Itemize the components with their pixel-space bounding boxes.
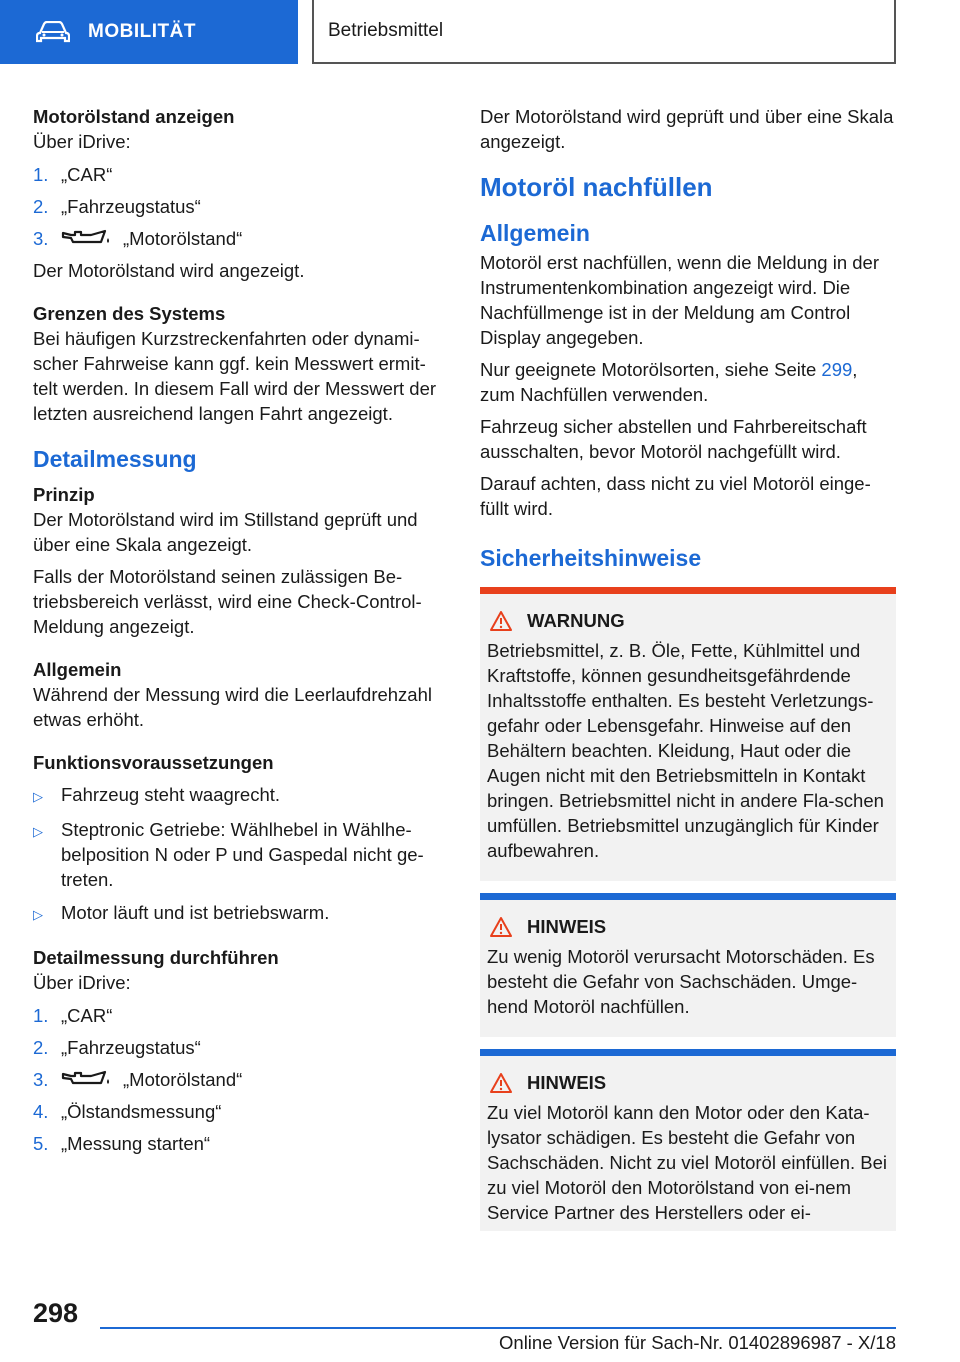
bullet-list	[33, 782, 445, 927]
warning-text: Betriebsmittel, z. B. Öle, Fette, Kühlmittel und Kraftstoffe, können gesundheitsgefährdende Inhaltsstoffe enthalten. Es besteht Verletzungs-gefahr oder Lebensgefahr. Hinweise auf den Behältern beachten. Kleidung, Haut oder die Augen nicht mit den Betriebsmitteln in Kontakt bringen. Betriebsmittel nicht in andere Fla-schen umfüllen. Betriebsmittel unzugänglich für Kinder aufbewahren.	[487, 640, 884, 861]
heading-requirements: Funktionsvoraussetzungen	[33, 752, 274, 773]
triangle-bullet-icon: ▷	[33, 907, 43, 922]
paragraph: Der Motorölstand wird geprüft und über eine Skala angezeigt.	[480, 106, 894, 152]
paragraph	[480, 357, 896, 407]
warning-title	[487, 610, 890, 632]
notice-box	[480, 1049, 896, 1231]
list-item	[33, 817, 445, 892]
step-text: „Motorölstand“	[123, 228, 243, 249]
left-column	[33, 104, 445, 1163]
step-text: „CAR“	[61, 1005, 113, 1026]
warning-triangle-icon	[489, 1072, 513, 1094]
heading-refill-oil: Motoröl nachfüllen	[480, 172, 713, 202]
section-title: MOBILITÄT	[88, 21, 196, 42]
step-number: 5.	[33, 1133, 49, 1154]
section-tab	[0, 0, 298, 64]
list-item	[33, 1035, 445, 1060]
oil-can-icon	[61, 1070, 113, 1090]
warning-triangle-icon	[489, 916, 513, 938]
step-number: 1.	[33, 1005, 49, 1026]
right-column	[480, 104, 896, 1231]
paragraph: Über iDrive:	[33, 972, 131, 993]
list-item	[33, 194, 445, 219]
list-item	[33, 1067, 445, 1092]
step-text: „Motorölstand“	[123, 1069, 243, 1090]
car-icon	[36, 21, 70, 43]
list-item	[33, 1003, 445, 1028]
chapter-title: Betriebsmittel	[328, 20, 444, 41]
footer-version-text: Online Version für Sach-Nr. 01402896987 - X/18	[499, 1332, 896, 1353]
list-item	[33, 1099, 445, 1124]
paragraph: Während der Messung wird die Leerlaufdrehzahl etwas erhöht.	[33, 684, 432, 730]
step-number: 4.	[33, 1101, 49, 1122]
heading-system-limits: Grenzen des Systems	[33, 303, 226, 324]
heading-perform-measurement: Detailmessung durchführen	[33, 947, 279, 968]
step-number: 3.	[33, 1069, 49, 1090]
paragraph: Fahrzeug sicher abstellen und Fahrbereitschaft ausschalten, bevor Motoröl nachgefüllt wird.	[480, 416, 867, 462]
step-number: 2.	[33, 196, 49, 217]
step-number: 2.	[33, 1037, 49, 1058]
heading-safety-notes: Sicherheitshinweise	[480, 545, 702, 571]
warning-triangle-icon	[489, 610, 513, 632]
warning-label: WARNUNG	[527, 610, 625, 631]
bullet-text: Fahrzeug steht waagrecht.	[61, 784, 281, 805]
step-text: „Fahrzeugstatus“	[61, 196, 201, 217]
heading-principle: Prinzip	[33, 484, 95, 505]
notice-title	[487, 1072, 890, 1094]
warning-box	[480, 587, 896, 881]
paragraph: Der Motorölstand wird im Stillstand geprüft und über eine Skala angezeigt.	[33, 509, 418, 555]
list-item	[33, 162, 445, 187]
notice-text: Zu viel Motoröl kann den Motor oder den Kata-lysator schädigen. Es besteht die Gefahr von Sachschäden. Nicht zu viel Motoröl einfüllen. Bei zu viel Motoröl den Motorölstand von ei-nem Service Partner des Herstellers oder ei-	[487, 1102, 888, 1223]
step-text: „Fahrzeugstatus“	[61, 1037, 201, 1058]
oil-can-icon	[61, 229, 113, 249]
text-span: Nur geeignete Motorölsorten, siehe Seite	[480, 359, 822, 380]
text-span: , zum Nachfüllen verwenden.	[480, 359, 858, 405]
heading-detail-measurement: Detailmessung	[33, 446, 197, 472]
notice-label: HINWEIS	[527, 1072, 607, 1093]
heading-oil-level-display: Motorölstand anzeigen	[33, 106, 235, 127]
paragraph: Darauf achten, dass nicht zu viel Motoröl einge-füllt wird.	[480, 473, 871, 519]
triangle-bullet-icon: ▷	[33, 789, 43, 804]
step-list	[33, 1003, 445, 1156]
heading-general: Allgemein	[33, 659, 122, 680]
list-item	[33, 226, 445, 251]
page-number: 298	[33, 1298, 79, 1328]
list-item	[33, 1131, 445, 1156]
paragraph: Bei häufigen Kurzstreckenfahrten oder dynami-scher Fahrweise kann ggf. kein Messwert ermit-telt werden. In diesem Fall wird der Messwert der letzten ausreichend langen Fahrt angezeigt.	[33, 328, 437, 424]
step-text: „CAR“	[61, 164, 113, 185]
step-number: 1.	[33, 164, 49, 185]
paragraph: Der Motorölstand wird angezeigt.	[33, 260, 305, 281]
step-list	[33, 162, 445, 251]
step-text: „Ölstandsmessung“	[61, 1101, 222, 1122]
notice-label: HINWEIS	[527, 916, 607, 937]
paragraph: Falls der Motorölstand seinen zulässigen Be-triebsbereich verlässt, wird eine Check-Control-Meldung angezeigt.	[33, 566, 422, 637]
paragraph: Über iDrive:	[33, 131, 131, 152]
bullet-text: Steptronic Getriebe: Wählhebel in Wählhe-belposition N oder P und Gaspedal nicht ge-treten.	[61, 819, 424, 890]
notice-title	[487, 916, 890, 938]
notice-box	[480, 893, 896, 1037]
notice-text: Zu wenig Motoröl verursacht Motorschäden. Es besteht die Gefahr von Sachschäden. Umge-hend Motoröl nachfüllen.	[487, 946, 875, 1017]
list-item	[33, 782, 445, 809]
bullet-text: Motor läuft und ist betriebswarm.	[61, 902, 330, 923]
triangle-bullet-icon: ▷	[33, 824, 43, 839]
heading-general: Allgemein	[480, 220, 590, 246]
step-text: „Messung starten“	[61, 1133, 211, 1154]
step-number: 3.	[33, 228, 49, 249]
footer-divider	[100, 1327, 896, 1329]
chapter-tab	[312, 0, 896, 64]
paragraph: Motoröl erst nachfüllen, wenn die Meldung in der Instrumentenkombination angezeigt wird. Die Nachfüllmenge ist in der Meldung am Control Display angegeben.	[480, 252, 880, 348]
page-link[interactable]: 299	[821, 359, 853, 380]
list-item	[33, 900, 445, 927]
